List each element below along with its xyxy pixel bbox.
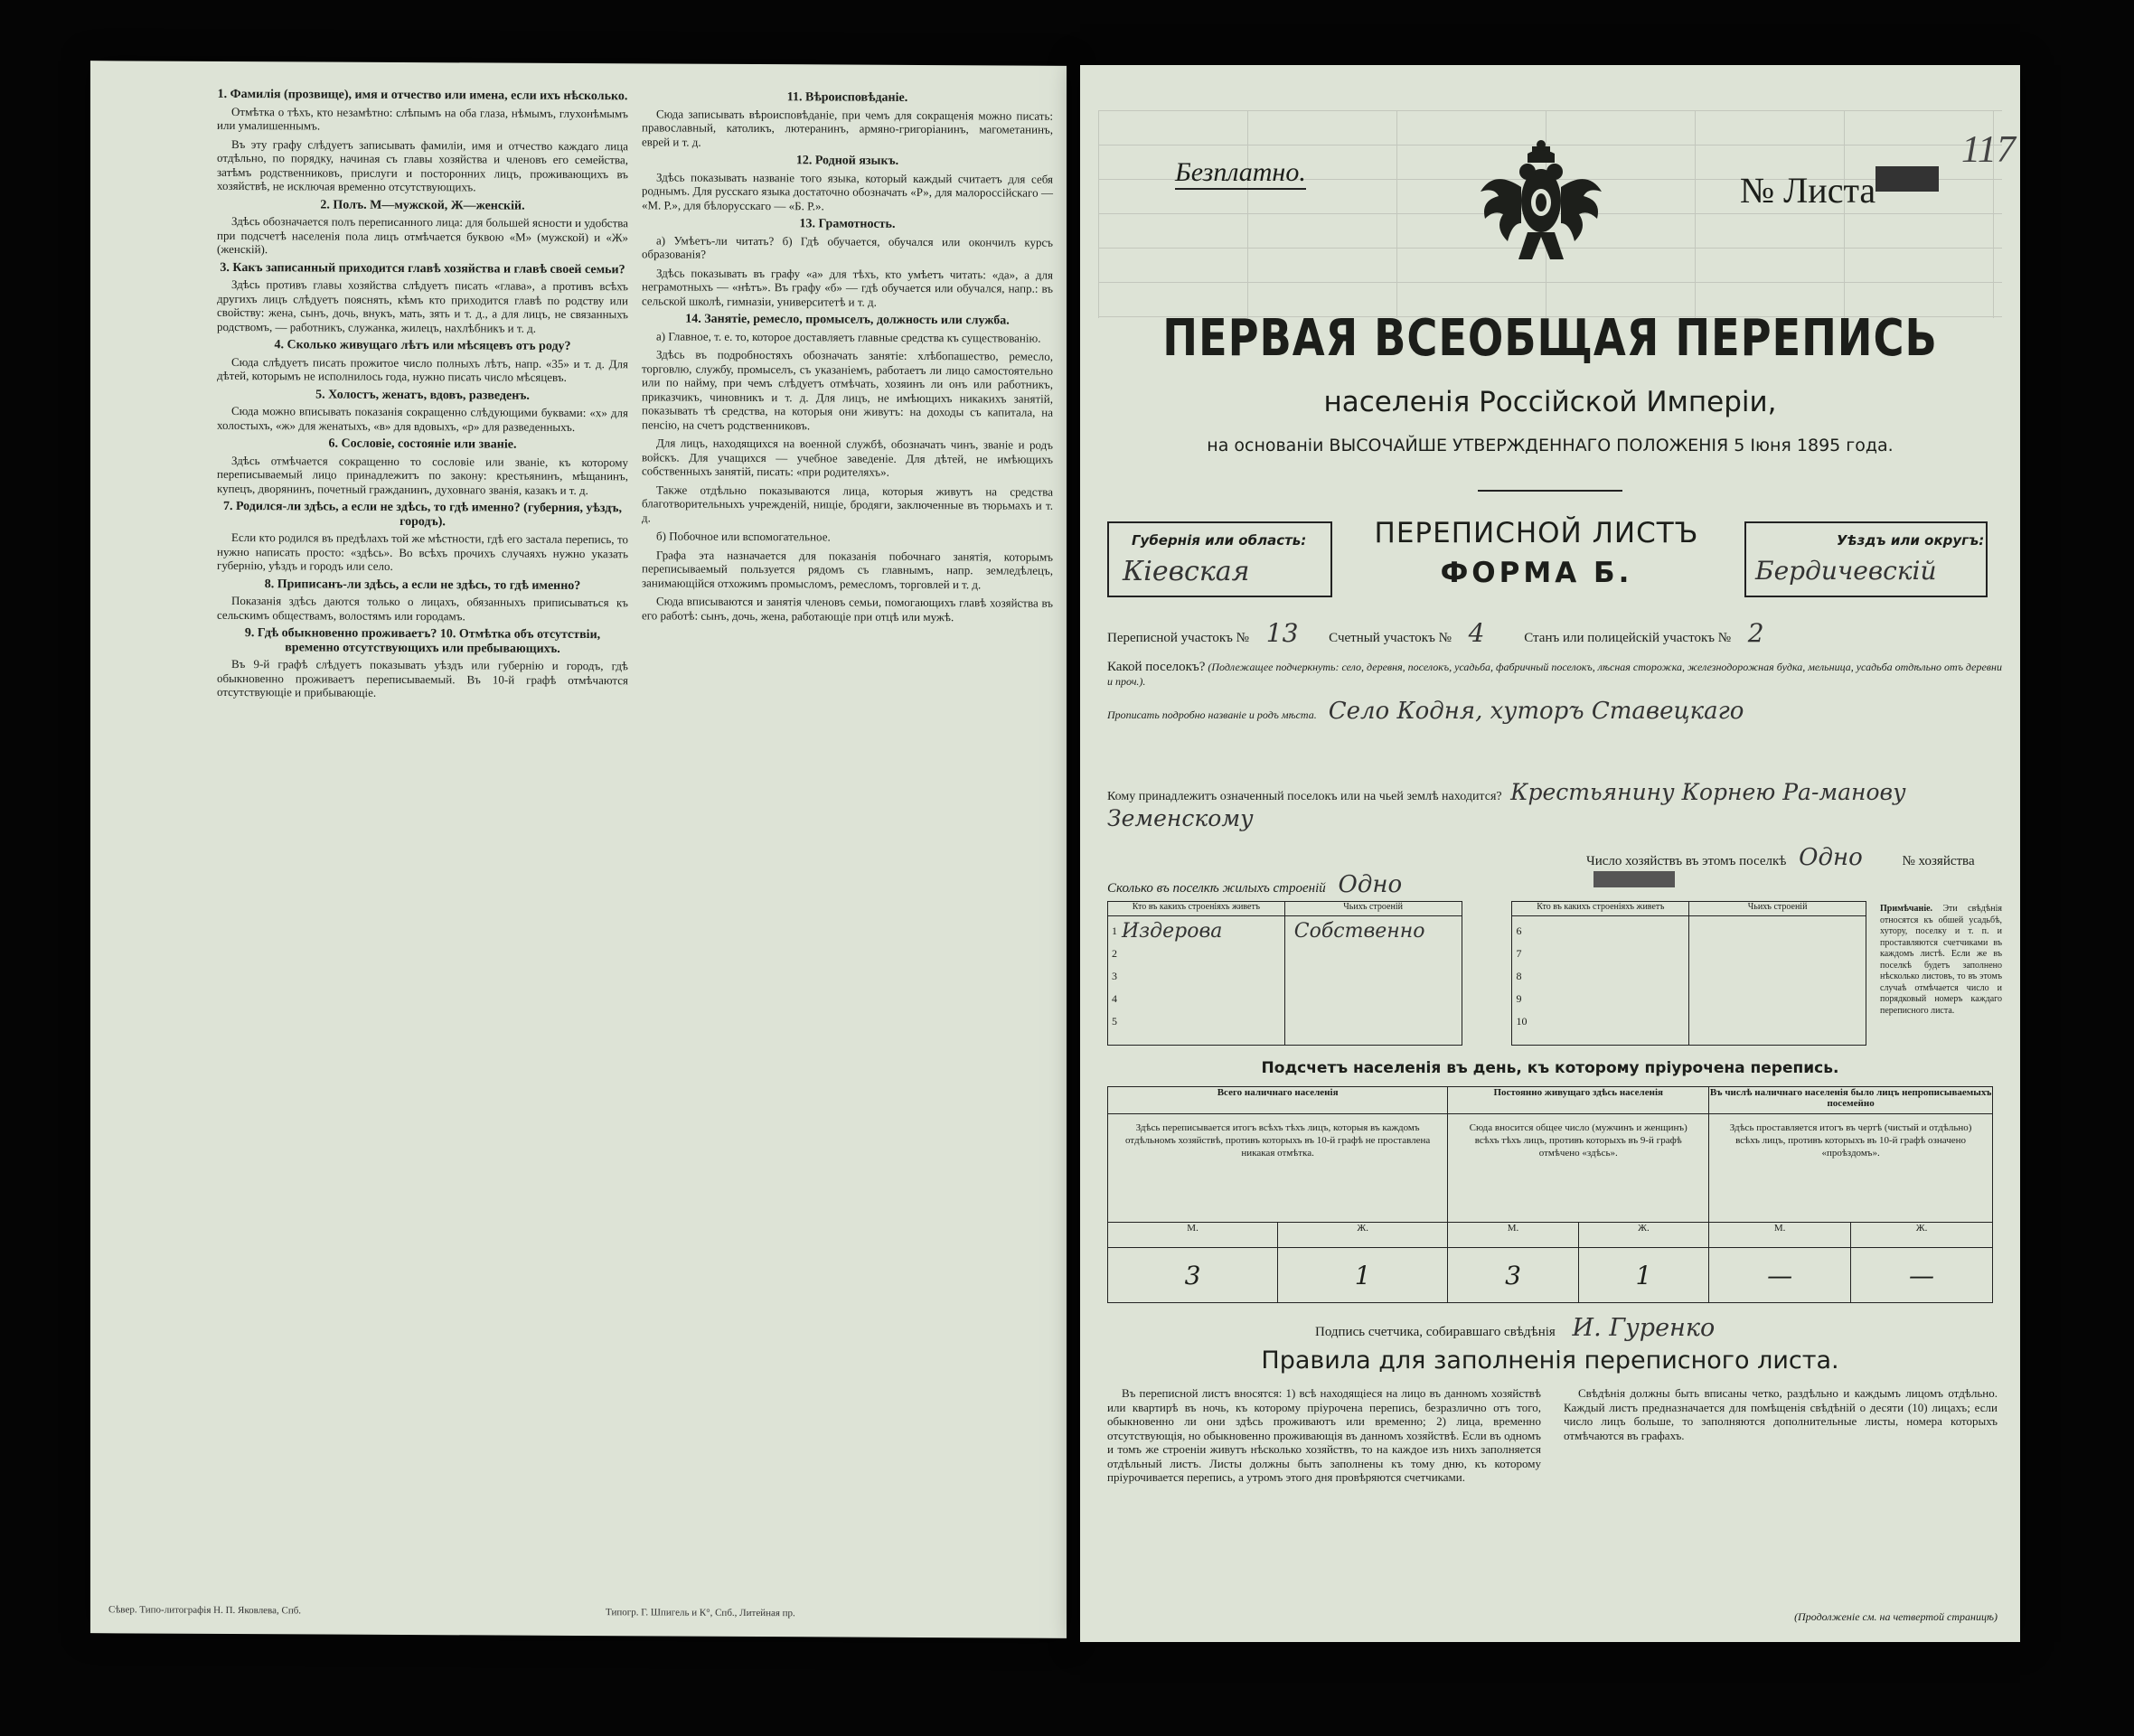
district-box (1744, 521, 1988, 597)
rules-column-2: Свѣдѣнія должны быть вписаны четко, раздѣльно и каждымъ лицомъ отдѣльно. Каждый листъ предназначается для помѣщенія свѣдѣній о десяти (10) лицахъ; если число лицъ больше, то заполняются дополнительные листы, номера которыхъ отмѣчаются въ графахъ. (1564, 1386, 1998, 1442)
buildings-table (1107, 901, 1866, 1046)
buildings-value: Одно (1338, 871, 1403, 898)
district-label: Уѣздъ или округъ: (1837, 532, 1985, 549)
owner-value: Крестьянину Корнею Ра-манову Земенскому (1107, 779, 1906, 831)
instruction-heading: 3. Какъ записанный приходится главѣ хозяйства и главѣ своей семьи? (220, 260, 625, 277)
sections-line (1107, 618, 2002, 648)
police-section-value: 2 (1747, 618, 1764, 648)
count-desc-transient: Здѣсь проставляется итогъ въ чертѣ (чистый и отдѣльно) всѣхъ лицъ, противъ которыхъ въ 10-й графѣ означено «проѣздомъ». (1709, 1114, 1993, 1223)
instruction-paragraph: Въ 9-й графѣ слѣдуетъ показывать уѣздъ или губернію и городъ, гдѣ обыкновенно проживаетъ переписываемый. Въ 10-й графѣ отмѣчаются отсутствующіе и прибывающіе. (217, 656, 628, 699)
buildings-header-who: Кто въ какихъ строеніяхъ живетъ (1108, 902, 1285, 916)
buildings-header-who-2: Кто въ какихъ строеніяхъ живетъ (1512, 902, 1689, 916)
instruction-heading: 2. Полъ. М—мужской, Ж—женскій. (320, 198, 525, 213)
governorate-box (1107, 521, 1332, 597)
instruction-paragraph: Въ эту графу слѣдуетъ записывать фамиліи, имя и отчество каждаго лица отдѣльно, по порядку, начиная съ главы хозяйства и членовъ его семейства, затѣмъ родственниковъ, прислуги и посторонних лицъ, проживающихъ въ хозяйствѣ, не исключая временно отсутствующихъ. (217, 136, 628, 194)
right-page (1080, 65, 2020, 1642)
households-value: Одно (1799, 844, 1863, 871)
instruction-heading: 12. Родной языкъ. (795, 154, 899, 168)
instruction-paragraph: Сюда слѣдуетъ писать прожитое число полныхъ лѣтъ, напр. «35» и т. д. Для дѣтей, которымъ не исполнилось года, нужно писать число мѣсяцевъ. (217, 354, 628, 384)
population-count-table (1107, 1086, 1993, 1303)
count-header-permanent: Постоянно живущаго здѣсь населенія (1448, 1087, 1709, 1114)
continued-note: (Продолженіе см. на четвертой страницѣ) (1794, 1610, 1998, 1623)
instruction-paragraph: Графа эта назначается для показанія побочнаго занятія, которымъ переписываемый пользуется рядомъ съ главнымъ, напр. земледѣлецъ, занимающійся отхожимъ промысломъ, ремесломъ, торговлей и т. д. (642, 547, 1053, 591)
form-name: ФОРМА Б. (1440, 557, 1633, 589)
count-permanent-f: 1 (1578, 1248, 1708, 1303)
instruction-paragraph: Отмѣтка о тѣхъ, кто незамѣтно: слѣпымъ на оба глаза, нѣмымъ, глухонѣмымъ или умалишеннымъ. (217, 104, 628, 133)
instruction-paragraph: Здѣсь показывать названіе того языка, который каждый считаетъ для себя роднымъ. Для русскаго языка достаточно обозначать «Р», для малороссійскаго — «М. Р.», для бѣлорусскаго — «Б. Р.». (642, 169, 1053, 212)
instruction-paragraph: Показанія здѣсь даются только о лицахъ, обязанныхъ приписываться къ сельскимъ обществамъ, волостямъ или городамъ. (217, 593, 628, 623)
sheet-number-redacted (1875, 166, 1939, 192)
sheet-number-label: № Листа (1740, 170, 1876, 211)
imperial-eagle-emblem (1478, 137, 1604, 273)
governorate-value: Кіевская (1123, 556, 1250, 587)
left-page (90, 61, 1067, 1638)
buildings-label: Сколько въ поселкѣ жилыхъ строеній (1107, 881, 1326, 896)
row-numbers-1: 1 2 3 4 5 (1112, 924, 1117, 1028)
instruction-heading: 11. Вѣроисповѣданіе. (786, 90, 908, 105)
printer-footer-left: Сѣвер. Типо-литографія Н. П. Яковлева, Спб. (108, 1604, 302, 1617)
building-1-occupant: Издерова (1122, 920, 1223, 943)
households-label: Число хозяйствъ въ этомъ поселкѣ (1586, 854, 1787, 868)
instruction-heading: 14. Занятіе, ремесло, промыселъ, должность или служба. (685, 312, 1010, 328)
buildings-note: Примѣчаніе. Эти свѣдѣнія относятся къ обшей усадьбѣ, хутору, поселку и т. п. и проставляются счетчиками въ каждомъ листѣ. Если же въ поселкѣ будетъ заполнено нѣсколько листовъ, то въ этомъ случаѣ отмѣчается число и порядковый номеръ каждаго переписного листа. (1880, 904, 2002, 1016)
divider (1478, 490, 1622, 492)
census-title: ПЕРВАЯ ВСЕОБЩАЯ ПЕРЕПИСЬ (1162, 309, 1938, 368)
instruction-heading: 1. Фамилія (прозвище), имя и отчество или имена, если ихъ нѣсколько. (217, 87, 628, 104)
settlement-hint: (Подлежащее подчеркнуть: село, деревня, поселокъ, усадьба, фабричный поселокъ, лѣсная сторожка, железнодорожная будка, мельница, усадьба отдѣльно отъ деревни и проч.). (1107, 661, 2002, 688)
settlement-value: Село Кодня, хуторъ Ставецкаго (1328, 698, 1744, 725)
archive-page-number: 117 (1961, 129, 2016, 171)
instruction-paragraph: а) Главное, т. е. то, которое доставляетъ главные средства къ существованію. (656, 328, 1041, 345)
instruction-paragraph: Для лицъ, находящихся на военной службѣ, обозначать чинъ, званіе и родъ войскъ. Для учащихся — учебное заведеніе. Для дѣтей, не имѣющихъ собственныхъ занятій, писать: «при родителяхъ». (642, 436, 1053, 479)
count-present-f: 1 (1278, 1248, 1448, 1303)
sex-label-m: М. (1448, 1223, 1578, 1248)
instruction-paragraph: Здѣсь отмѣчается сокращенно то сословіе или званіе, къ которому переписываемый лицо принадлежитъ по закону: крестьянинъ, мѣщанинъ, купецъ, дворянинъ, почетный гражданинъ, духовнаго званія, казакъ и т. д. (217, 453, 628, 497)
instruction-paragraph: Здѣсь обозначается полъ переписанного лица: для большей ясности и удобства при подсчетѣ населенія пола лицъ отмѣчается буквою «М» (мужской) и «Ж» (женскій). (217, 213, 628, 257)
legal-basis: на основаніи ВЫСОЧАЙШЕ УТВЕРЖДЕННАГО ПОЛОЖЕНІЯ 5 Іюня 1895 года. (1207, 436, 1894, 455)
households-line (1586, 844, 2020, 887)
rules-column-1: Въ переписной листъ вносятся: 1) всѣ находящіеся на лицо въ данномъ хозяйствѣ или квартирѣ въ ночь, къ которому пріурочена перепись, безразлично отъ того, обыкновенно ли они здѣсь проживаютъ или временно; 2) лица, временно отсутствующія, но обыкновенно проживающія въ данномъ хозяйствѣ. Если въ одномъ и томъ же строеніи живутъ нѣсколько хозяйствъ, то на каждое изъ нихъ заполняется отдѣльный листъ. Листы должны быть заполнены къ тому дню, къ которому пріурочивается перепись, а утромъ этого дня провѣряются счетчиками. (1107, 1386, 1541, 1484)
instruction-paragraph: Сюда записывать вѣроисповѣданіе, при чемъ для сокращенія можно писать: православный, католикъ, лютеранинъ, армяно-григоріанинъ, магометанинъ, еврей и т. д. (642, 106, 1053, 149)
instruction-heading: 8. Приписанъ-ли здѣсь, а если не здѣсь, то гдѣ именно? (264, 577, 581, 593)
instruction-paragraph: Здѣсь въ подробностяхъ обозначать занятіе: хлѣбопашество, ремесло, торговлю, службу, промыселъ, съ указаніемъ, работаетъ ли лицо самостоятельно или по найму, при чемъ слѣдуетъ отмѣчать, хозяинъ ли онъ или работникъ, приказчикъ, чиновникъ и т. д. Для лицъ, не имѣющихъ никакихъ занятій, показывать тѣ средства, на которыя они живутъ: на доходы съ капитала, на пенсію, на счетъ родственниковъ. (642, 347, 1053, 432)
form-title: ПЕРЕПИСНОЙ ЛИСТЪ (1374, 517, 1699, 549)
count-header-transient: Въ числѣ наличнаго населенія было лицъ непрописываемыхъ посемейно (1709, 1087, 1993, 1114)
building-1-owner: Собственно (1293, 920, 1425, 943)
sex-label-m: М. (1709, 1223, 1851, 1248)
instruction-heading: 4. Сколько живущаго лѣтъ или мѣсяцевъ отъ роду? (274, 338, 571, 353)
free-label: Безплатно. (1175, 157, 1306, 190)
sex-label-f: Ж. (1851, 1223, 1993, 1248)
row-numbers-2: 6 7 8 9 10 (1516, 924, 1528, 1028)
sex-label-f: Ж. (1278, 1223, 1448, 1248)
count-desc-present: Здѣсь переписывается итогъ всѣхъ тѣхъ лицъ, которыя въ каждомъ отдѣльномъ хозяйствѣ, противъ которыхъ въ 10-й графѣ не проставлена никакая отмѣтка. (1108, 1114, 1448, 1223)
household-number-label: № хозяйства (1902, 854, 1975, 868)
buildings-header-whose: Чьихъ строеній (1284, 902, 1462, 916)
enumerator-label: Подпись счетчика, собиравшаго свѣдѣнія (1315, 1325, 1556, 1339)
enumerator-signature: И. Гуренко (1572, 1314, 1716, 1342)
count-section-value: 4 (1468, 618, 1485, 648)
instruction-paragraph: а) Умѣетъ-ли читать? б) Гдѣ обучается, обучался или окончилъ курсъ образованія? (642, 232, 1053, 261)
instructions-column-2 (642, 86, 1053, 628)
census-subtitle: населенія Россійской Имперіи, (1323, 386, 1777, 418)
buildings-header-whose-2: Чьихъ строеній (1689, 902, 1866, 916)
instruction-heading: 13. Грамотность. (799, 217, 896, 231)
sex-label-m: М. (1108, 1223, 1278, 1248)
instruction-heading: 5. Холостъ, женатъ, вдовъ, разведенъ. (315, 387, 530, 403)
instruction-paragraph: Сюда можно вписывать показанія сокращенно слѣдующими буквами: «х» для холостыхъ, «ж» для женатыхъ, «в» для вдовыхъ, «р» для разведенныхъ. (217, 403, 628, 434)
buildings-col-owner (1284, 916, 1462, 1046)
owner-line (1107, 779, 2002, 831)
instruction-paragraph: б) Побочное или вспомогательное. (656, 529, 831, 544)
buildings-col-who-2 (1512, 916, 1689, 1046)
instruction-heading: 9. Гдѣ обыкновенно проживаетъ? 10. Отмѣтка объ отсутствіи, временно отсутствующихъ или пребывающихъ. (244, 626, 601, 656)
district-value: Бердичевскій (1755, 556, 1937, 586)
settlement-label: Какой поселокъ? (1107, 660, 1206, 674)
instruction-heading: 7. Родился-ли здѣсь, а если не здѣсь, то гдѣ именно? (губерния, уѣздъ, городъ). (222, 499, 623, 529)
buildings-line (1107, 871, 1402, 898)
count-transient-f: — (1851, 1248, 1993, 1303)
instruction-paragraph: Здѣсь показывать въ графу «а» для тѣхъ, кто умѣетъ читать: «да», а для неграмотныхъ — «нѣтъ». Въ графу «б» — гдѣ обучается или обучался, напр.: въ сельской школѣ, гимназіи, университетѣ и т. д. (642, 265, 1053, 309)
count-header-present: Всего наличнаго населенія (1108, 1087, 1448, 1114)
census-section-label: Переписной участокъ № (1107, 631, 1249, 645)
census-section-value: 13 (1265, 618, 1299, 648)
count-permanent-m: 3 (1448, 1248, 1578, 1303)
buildings-col-owner-2 (1689, 916, 1866, 1046)
form-heading (1338, 517, 1735, 589)
count-desc-permanent: Сюда вносится общее число (мужчинъ и женщинъ) всѣхъ тѣхъ лицъ, противъ которыхъ въ 9-й графѣ отмѣчено «здѣсь». (1448, 1114, 1709, 1223)
instructions-column-1 (217, 84, 628, 706)
count-present-m: 3 (1108, 1248, 1278, 1303)
population-count-title: Подсчетъ населенія въ день, къ которому пріурочена перепись. (1261, 1059, 1839, 1077)
settlement-hint-2: Прописать подробно названіе и родъ мѣста. (1107, 708, 1317, 721)
instruction-paragraph: Если кто родился въ предѣлахъ той же мѣстности, гдѣ его застала перепись, то нужно написать просто: «здѣсь». Во всѣхъ прочихъ случаяхъ нужно указать губернію, уѣздъ и городъ или село. (217, 530, 628, 573)
settlement-line (1107, 660, 2002, 689)
count-section-label: Счетный участокъ № (1329, 631, 1452, 645)
instruction-heading: 6. Сословіе, состояніе или званіе. (328, 436, 517, 452)
instruction-paragraph: Сюда вписываются и занятія членовъ семьи, помогающихъ главѣ хозяйства въ его работѣ: сынъ, дочь, жена, работающіе при отцѣ или мужѣ. (642, 594, 1053, 624)
settlement-value-line (1107, 698, 2002, 725)
enumerator-line (1315, 1314, 1715, 1342)
household-number-redacted (1593, 871, 1675, 887)
rules-title: Правила для заполненія переписного листа. (1261, 1347, 1839, 1375)
buildings-col-who (1108, 916, 1285, 1046)
police-section-label: Станъ или полицейскій участокъ № (1524, 631, 1732, 645)
instruction-paragraph: Также отдѣльно показываются лица, которыя живутъ на средства благотворительныхъ учрежденій, нищіе, бродяги, заключенные въ тюрьмахъ и т. д. (642, 482, 1053, 524)
governorate-label: Губернія или область: (1132, 532, 1307, 549)
count-transient-m: — (1709, 1248, 1851, 1303)
sex-label-f: Ж. (1578, 1223, 1708, 1248)
instruction-paragraph: Здѣсь противъ главы хозяйства слѣдуетъ писать «глава», а противъ всѣхъ другихъ лицъ слѣдуетъ пояснять, кѣмъ кто приходится главѣ по родству или свойству: жена, сынъ, дочь, внукъ, мать, зять и т. д., а для лицъ, не связанныхъ родствомъ, — работникъ, служанка, жилецъ, нахлѣбникъ и т. д. (217, 277, 628, 335)
owner-label: Кому принадлежитъ означенный поселокъ или на чьей землѣ находится? (1107, 790, 1502, 803)
printer-footer-right: Типогр. Г. Шпигель и К°, Спб., Литейная пр. (606, 1607, 795, 1619)
